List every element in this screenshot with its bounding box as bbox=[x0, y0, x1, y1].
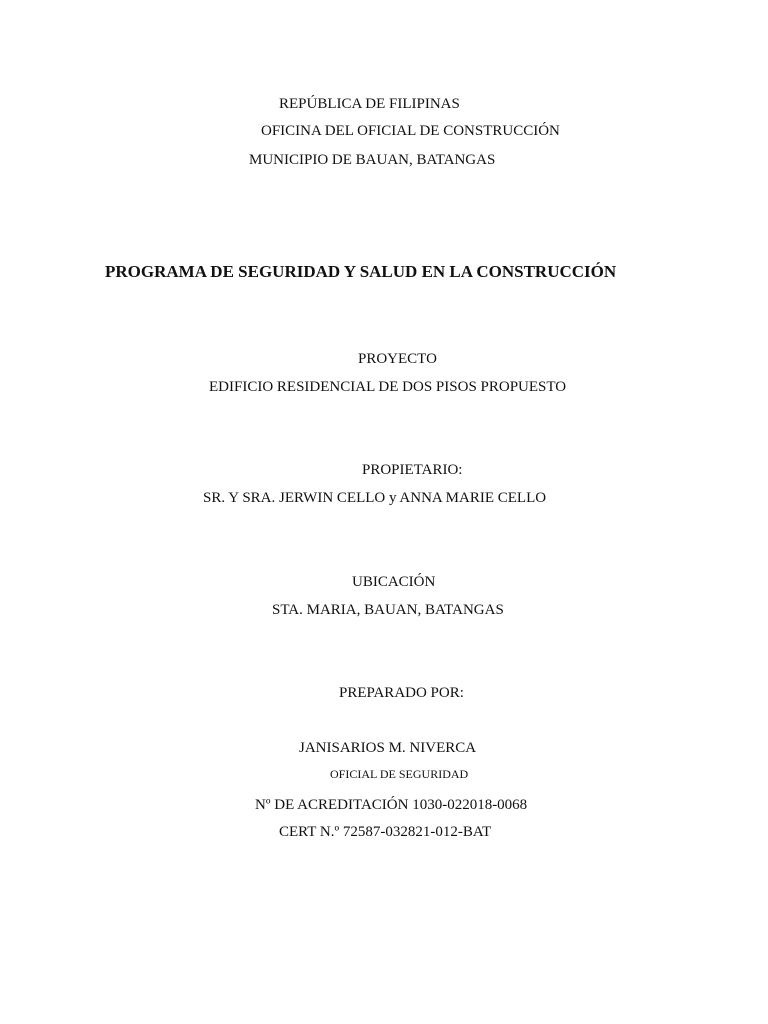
location-label: UBICACIÓN bbox=[352, 574, 436, 590]
header-municipality: MUNICIPIO DE BAUAN, BATANGAS bbox=[249, 152, 496, 168]
document-title: PROGRAMA DE SEGURIDAD Y SALUD EN LA CONSTRUCCIÓN bbox=[105, 262, 617, 281]
owner-label: PROPIETARIO: bbox=[362, 462, 463, 478]
accreditation-number: Nº DE ACREDITACIÓN 1030-022018-0068 bbox=[255, 797, 528, 813]
project-value: EDIFICIO RESIDENCIAL DE DOS PISOS PROPUESTO bbox=[209, 379, 567, 395]
preparer-role: OFICIAL DE SEGURIDAD bbox=[330, 767, 469, 781]
location-value: STA. MARIA, BAUAN, BATANGAS bbox=[272, 602, 504, 618]
prepared-by-label: PREPARADO POR: bbox=[339, 685, 464, 701]
header-office: OFICINA DEL OFICIAL DE CONSTRUCCIÓN bbox=[261, 123, 560, 139]
header-country: REPÚBLICA DE FILIPINAS bbox=[279, 96, 460, 112]
owner-value: SR. Y SRA. JERWIN CELLO y ANNA MARIE CELLO bbox=[203, 490, 547, 506]
preparer-name: JANISARIOS M. NIVERCA bbox=[299, 740, 477, 756]
certificate-number: CERT N.º 72587-032821-012-BAT bbox=[279, 824, 492, 840]
project-label: PROYECTO bbox=[358, 351, 437, 367]
